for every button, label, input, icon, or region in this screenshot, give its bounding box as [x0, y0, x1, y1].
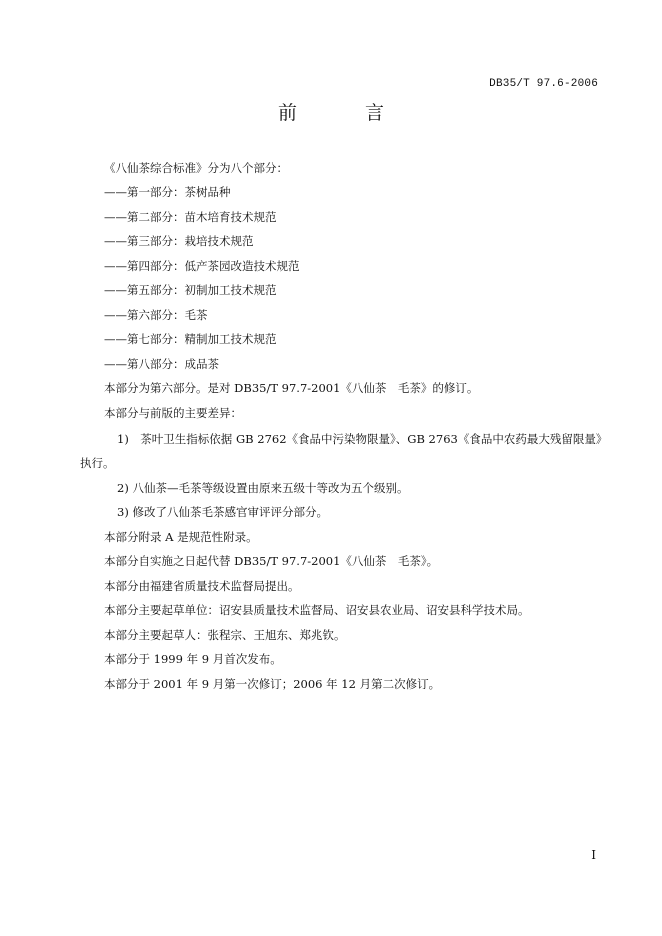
- change-item-3: 3) 修改了八仙茶毛茶感官审评评分部分。: [117, 505, 328, 519]
- changes-heading: 本部分与前版的主要差异：: [104, 406, 242, 420]
- part-item: ——第六部分：毛茶: [104, 308, 208, 322]
- statement-line: 本部分附录 A 是规范性附录。: [104, 530, 258, 544]
- part-item: ——第一部分：茶树品种: [104, 185, 231, 199]
- page-number: I: [591, 848, 596, 862]
- part-item: ——第七部分：精制加工技术规范: [104, 332, 277, 346]
- intro-line: 《八仙茶综合标准》分为八个部分：: [104, 161, 288, 175]
- title-char-1: 前: [277, 102, 297, 124]
- statement-line: 本部分主要起草单位：诏安县质量技术监督局、诏安县农业局、诏安县科学技术局。: [104, 603, 530, 617]
- part-item: ——第四部分：低产茶园改造技术规范: [104, 259, 300, 273]
- change-item-1: 1) 茶叶卫生指标依据 GB 2762《食品中污染物限量》、GB 2763《食品中农药最大残留限量》: [117, 432, 608, 446]
- part-item: ——第五部分：初制加工技术规范: [104, 283, 277, 297]
- change-item-2: 2) 八仙茶—毛茶等级设置由原来五级十等改为五个级别。: [117, 481, 409, 495]
- part-item: ——第二部分：苗木培育技术规范: [104, 210, 277, 224]
- statement-line: 本部分由福建省质量技术监督局提出。: [104, 579, 300, 593]
- page-title: [0, 98, 662, 125]
- document-code: DB35/T 97.6-2006: [489, 78, 598, 90]
- part-item: ——第八部分：成品茶: [104, 357, 219, 371]
- statement-line: 本部分于 1999 年 9 月首次发布。: [104, 652, 282, 666]
- statement-line: 本部分自实施之日起代替 DB35/T 97.7-2001《八仙茶 毛茶》。: [104, 554, 439, 568]
- title-char-2: 言: [365, 102, 385, 124]
- part-item: ——第三部分：栽培技术规范: [104, 234, 254, 248]
- statement-line: 本部分于 2001 年 9 月第一次修订；2006 年 12 月第二次修订。: [104, 677, 441, 691]
- statement-line: 本部分主要起草人：张程宗、王旭东、郑兆钦。: [104, 628, 346, 642]
- change-item-1-continuation: 执行。: [80, 456, 115, 470]
- revision-note: 本部分为第六部分。是对 DB35/T 97.7-2001《八仙茶 毛茶》的修订。: [104, 381, 479, 395]
